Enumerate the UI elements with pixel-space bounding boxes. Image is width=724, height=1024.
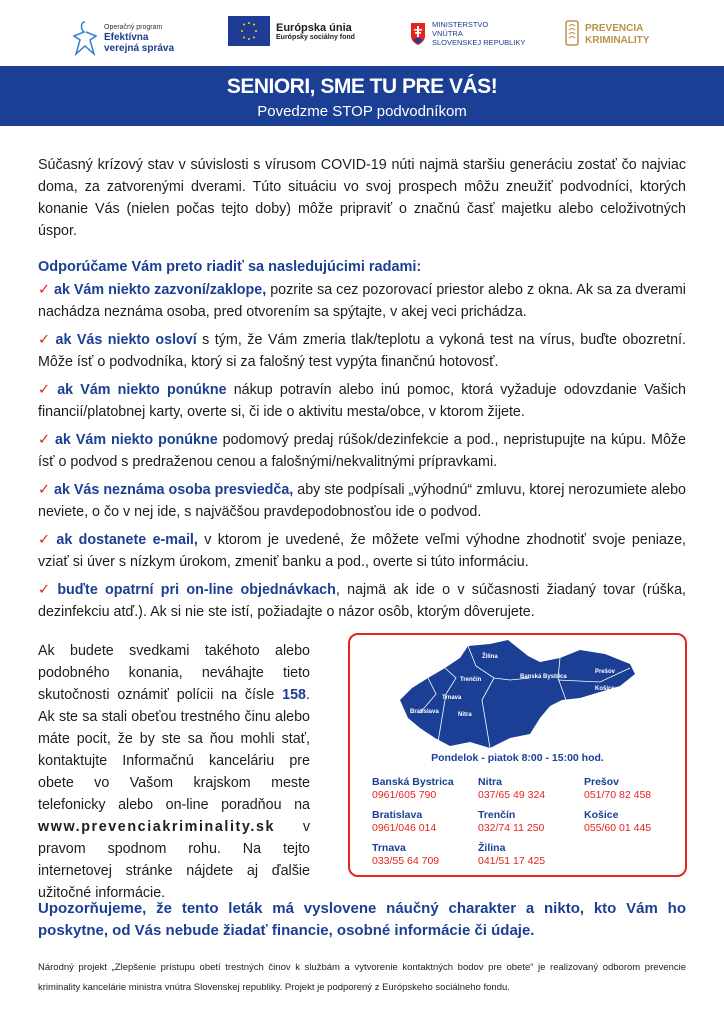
tip-item (38, 479, 686, 523)
tip-text: , najmä ak ide o v súčasnosti žiadaný tovar (rúška, dezinfekciu atď.). Ak si nie ste istí, požiadajte o názor osôb, ktorým dôverujete. (38, 582, 686, 620)
police-number: 158 (282, 687, 307, 703)
contact-phone[interactable]: 033/55 64 709 (372, 855, 440, 867)
fingerprint-icon (565, 20, 579, 50)
tip-text: v ktorom je uvedené, že môžete veľmi výhodne zhodnotiť svoje peniaze, vziať si úver s nízkym úrokom, zmeniť banku a pod., overte si túto informáciu. (38, 532, 686, 570)
tips-heading: Odporúčame Vám preto riadiť sa nasledujúcimi radami: (38, 259, 422, 275)
contact-city: Prešov (584, 776, 620, 788)
office-hours: Pondelok - piatok 8:00 - 15:00 hod. (431, 752, 604, 764)
contact-city: Bratislava (372, 809, 423, 821)
contacts-grid (372, 776, 684, 868)
tip-item (38, 429, 686, 473)
map-label: Trnava (442, 695, 462, 701)
contact-phone[interactable]: 032/74 11 250 (478, 822, 545, 834)
logo-ministry: MINISTERSTVO VNÚTRA SLOVENSKEJ REPUBLIKY (410, 20, 525, 47)
checkmark-icon: ✓ (38, 282, 50, 298)
contact-phone[interactable]: 051/70 82 458 (584, 789, 652, 801)
logo-bar (0, 14, 724, 64)
map-label: Trenčín (460, 677, 482, 683)
tip-text: podomový predaj rúšok/dezinfekcie a pod., nepristupujte na kúpu. Môže ísť o podvod s predraženou cenou a falošnými/nekvalitnými prípravkami. (38, 432, 686, 470)
map-label: Nitra (458, 712, 472, 718)
map-label: Prešov (595, 669, 616, 675)
tip-lead: ak dostanete e-mail, (56, 532, 198, 548)
contact-phone[interactable]: 055/60 01 445 (584, 822, 652, 834)
contact-phone[interactable]: 037/65 49 324 (478, 789, 546, 801)
contact-city: Banská Bystrica (372, 776, 454, 788)
contact-item (372, 809, 478, 835)
tips-list (38, 279, 686, 629)
tip-item (38, 579, 686, 623)
contact-city: Trenčín (478, 809, 516, 821)
tip-lead: ak Vám niekto ponúkne (57, 382, 227, 398)
tip-text: s tým, že Vám zmeria tlak/teplotu a vykoná test na vírus, buďte obozretní. Môže ísť o podvodníka, ktorý si za falošný test vypýta finančnú hotovosť. (38, 332, 686, 370)
tip-lead: ak Vám niekto ponúkne (54, 432, 218, 448)
checkmark-icon: ✓ (38, 382, 54, 398)
map-label: Žilina (482, 654, 498, 660)
contact-item (478, 809, 584, 835)
checkmark-icon: ✓ (38, 482, 50, 498)
tip-text: pozrite sa cez pozorovací priestor alebo z okna. Ak sa za dverami nachádza neznáma osoba, pred otvorením sa spýtajte, v akej veci prichádza. (38, 282, 686, 320)
contact-item (584, 809, 684, 835)
checkmark-icon: ✓ (38, 532, 53, 548)
checkmark-icon: ✓ (38, 432, 51, 448)
star-figure-icon (72, 20, 98, 56)
logo-eu: Európska únia Európsky sociálny fond (228, 16, 355, 46)
tip-text: aby ste podpísali „výhodnú“ zmluvu, ktorej nerozumiete alebo neviete, o čo v nej ide, s najväčšou pravdepodobnosťou ide o podvod. (38, 482, 687, 520)
tip-item (38, 279, 686, 323)
map-label: Bratislava (410, 709, 439, 715)
contact-phone[interactable]: 0961/605 790 (372, 789, 437, 801)
coat-of-arms-icon (410, 22, 426, 46)
contact-city: Trnava (372, 842, 406, 854)
checkmark-icon: ✓ (38, 582, 54, 598)
tip-text: nákup potravín alebo inú pomoc, ktorá vyžaduje odovzdanie Vašich financií/platobnej karty, overte si, či ide o aktivitu mesta/obce, v ktorom žijete. (38, 382, 686, 420)
tip-item (38, 329, 686, 373)
contact-city: Nitra (478, 776, 502, 788)
tip-lead: ak Vás neznáma osoba presviedča, (54, 482, 294, 498)
tip-lead: ak Vás niekto osloví (55, 332, 197, 348)
contact-item (478, 776, 584, 802)
logo-prevencia: PREVENCIA KRIMINALITY (565, 20, 649, 50)
slovakia-map (390, 638, 680, 750)
map-label: Banská Bystrica (520, 674, 567, 680)
tip-lead: buďte opatrní pri on-line objednávkach (57, 582, 336, 598)
eu-flag-icon (228, 16, 270, 46)
contact-city: Žilina (478, 842, 506, 854)
contact-phone[interactable]: 0961/046 014 (372, 822, 437, 834)
tip-lead: ak Vám niekto zazvoní/zaklope, (54, 282, 267, 298)
website-link[interactable]: www.prevenciakriminality.sk (38, 819, 276, 835)
contact-item (478, 842, 584, 868)
warning-text: Upozorňujeme, že tento leták má vyslovene náučný charakter a nikto, kto Vám ho poskytne, od Vás nebude žiadať financie, osobné informácie či údaje. (38, 900, 686, 939)
intro-paragraph: Súčasný krízový stav v súvislosti s vírusom COVID-19 núti najmä staršiu generáciu zostať čo najviac doma, za zatvorenými dverami. Túto situáciu vo svoj prospech môžu zneužiť podvodníci, ktorých konanie Vás (nielen počas tejto doby) môže pripraviť o značnú časť majetku alebo celoživotných úspor. (38, 157, 686, 239)
contact-phone[interactable]: 041/51 17 425 (478, 855, 546, 867)
map-shape (400, 640, 635, 748)
contact-box (348, 633, 687, 877)
footer-text: Národný projekt „Zlepšenie prístupu obetí trestných činov k službám a vytvorenie kontaktných bodov pre obete“ je realizovaný odborom prevencie kriminality kancelárie ministra vnútra Slovenskej republiky. Projekt je podporený z Európskeho sociálneho fondu. (38, 962, 686, 993)
title-banner (0, 66, 724, 126)
page-subtitle: Povedzme STOP podvodníkom (257, 103, 467, 120)
contact-item (372, 842, 478, 868)
tip-item (38, 379, 686, 423)
map-label: Košice (595, 686, 615, 692)
logo-op-evs: Operačný program Efektívna verejná správa (72, 20, 174, 56)
contact-city: Košice (584, 809, 619, 821)
contact-item (372, 776, 478, 802)
contact-item (584, 776, 684, 802)
checkmark-icon: ✓ (38, 332, 52, 348)
police-info-paragraph: Ak budete svedkami takéhoto alebo podobného konania, neváhajte tieto skutočnosti oznámiť polícii na čísle 158. Ak ste sa stali obeťou trestného činu alebo máte pocit, že by ste sa ňou mohli stať, kontaktujte Informačnú kanceláriu pre obete vo Vašom krajskom meste telefonicky alebo on-line poradňou na www.prevenciakriminality.sk v pravom spodnom rohu. Na tejto internetovej stránke nájdete aj ďalšie užitočné informácie. (38, 643, 310, 901)
page-title: SENIORI, SME TU PRE VÁS! (226, 75, 498, 98)
tip-item (38, 529, 686, 573)
